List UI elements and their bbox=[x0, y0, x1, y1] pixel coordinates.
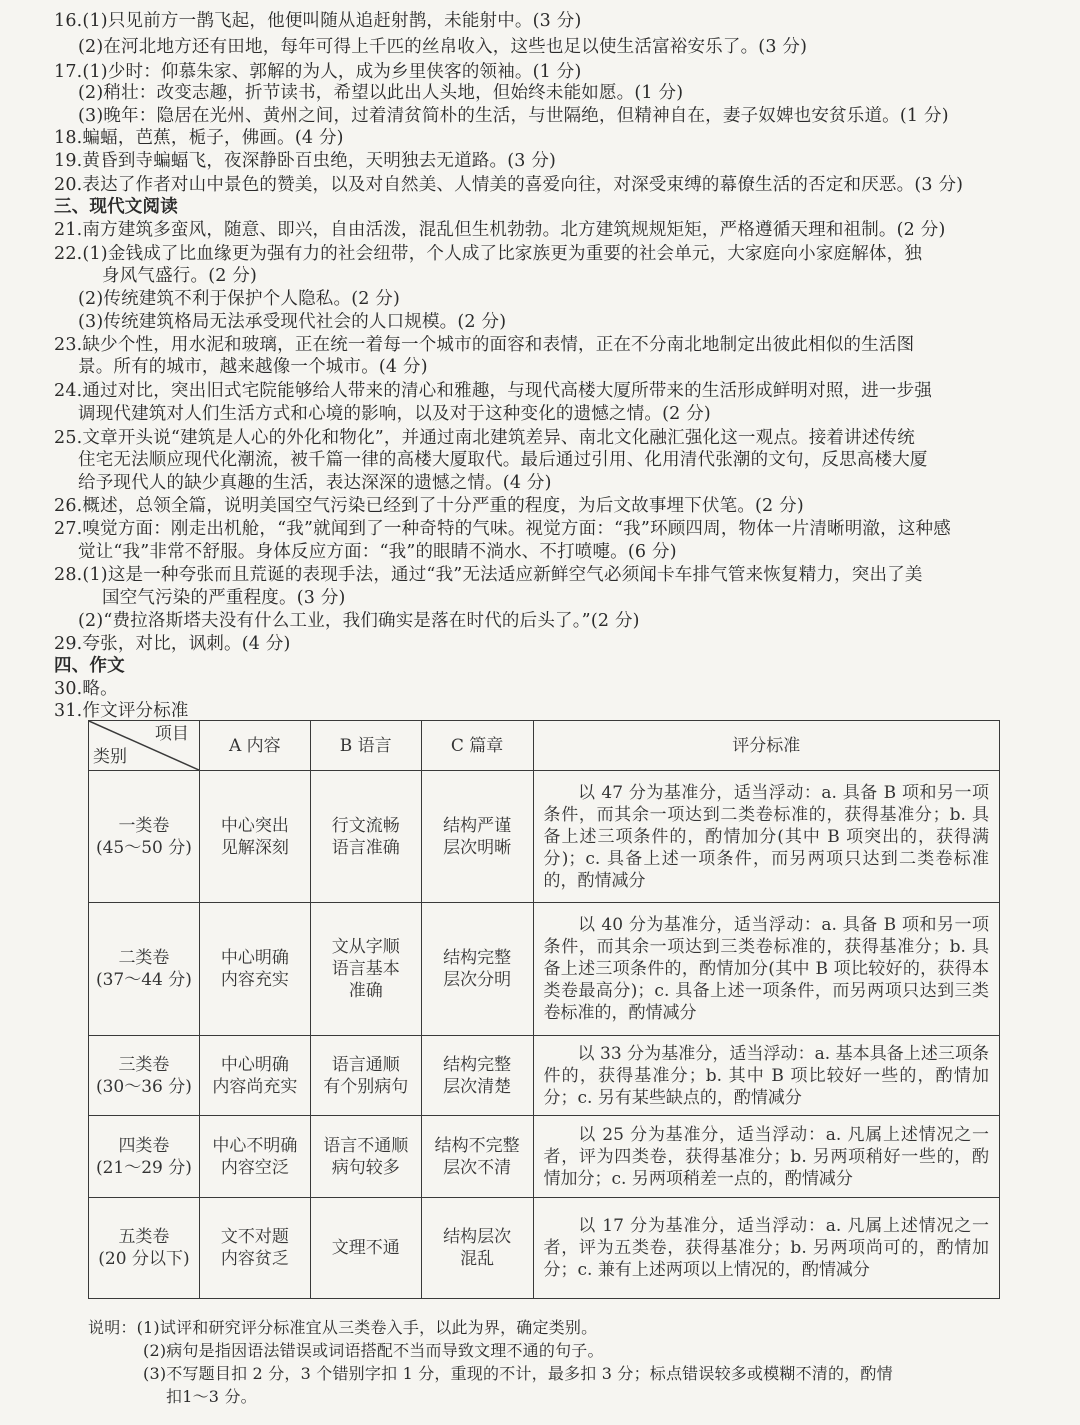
category-range: (20 分以下) bbox=[98, 1249, 190, 1269]
language-line: 准确 bbox=[348, 981, 383, 1001]
language-cell bbox=[310, 771, 421, 903]
header-a-content: A 内容 bbox=[199, 721, 310, 771]
content-line: 中心突出 bbox=[220, 815, 289, 836]
answer-18: 18.蝙蝠，芭蕉，栀子，佛画。(4 分) bbox=[54, 128, 344, 148]
header-criteria: 评分标准 bbox=[533, 721, 999, 771]
language-line: 文理不通 bbox=[331, 1238, 400, 1258]
language-line: 语言通顺 bbox=[331, 1054, 400, 1075]
header-c-structure: C 篇章 bbox=[421, 721, 533, 771]
language-cell bbox=[310, 1116, 421, 1198]
note-1: 说明：(1)试评和研究评分标准宜从三类卷入手，以此为界，确定类别。 bbox=[88, 1318, 598, 1337]
content-cell bbox=[199, 1198, 310, 1299]
category-name: 一类卷 bbox=[118, 815, 170, 836]
content-cell bbox=[199, 1036, 310, 1116]
criteria-text: 以 17 分为基准分，适当浮动：a. 凡属上述情况之一者，评为五类卷，获得基准分；b. 另两项尚可的，酌情加分；c. 兼有上述两项以上情况的，酌情减分 bbox=[543, 1216, 989, 1280]
answer-17-3: (3)晚年：隐居在光州、黄州之间，过着清贫简朴的生活，与世隔绝，但精神自在，妻子奴婢也安贫乐道。(1 分) bbox=[78, 106, 949, 126]
structure-cell bbox=[421, 1116, 533, 1198]
header-category-label: 类别 bbox=[93, 747, 127, 767]
answer-22-1a: 22.(1)金钱成了比血缘更为强有力的社会纽带，个人成了比家族更为重要的社会单元，大家庭向小家庭解体，独 bbox=[54, 244, 923, 264]
answer-28-1a: 28.(1)这是一种夸张而且荒诞的表现手法，通过“我”无法适应新鲜空气必须闻卡车排气管来恢复精力，突出了美 bbox=[54, 565, 923, 585]
language-line: 语言不通顺 bbox=[323, 1135, 409, 1156]
rubric-row bbox=[89, 1198, 1000, 1299]
language-cell bbox=[310, 1198, 421, 1299]
answer-21: 21.南方建筑多蛮风，随意、即兴，自由活泼，混乱但生机勃勃。北方建筑规规矩矩，严格遵循天理和祖制。(2 分) bbox=[54, 220, 946, 240]
answer-25c: 给予现代人的缺少真趣的生活，表达深深的遗憾之情。(4 分) bbox=[78, 473, 552, 493]
category-range: (45～50 分) bbox=[95, 837, 192, 858]
content-cell bbox=[199, 771, 310, 903]
category-cell bbox=[89, 1198, 200, 1299]
language-line: 病句较多 bbox=[331, 1157, 400, 1178]
structure-line: 层次分明 bbox=[443, 970, 512, 990]
answer-24b: 调现代建筑对人们生活方式和心境的影响，以及对于这种变化的遗憾之情。(2 分) bbox=[78, 404, 711, 424]
answer-25b: 住宅无法顺应现代化潮流，被千篇一律的高楼大厦取代。最后通过引用、化用清代张潮的文句，反思高楼大厦 bbox=[78, 450, 928, 470]
language-line: 行文流畅 bbox=[331, 815, 400, 836]
section-heading-essay: 四、作文 bbox=[54, 656, 125, 676]
content-line: 文不对题 bbox=[220, 1227, 289, 1247]
criteria-cell bbox=[533, 771, 999, 903]
answer-27b: 觉让“我”非常不舒服。身体反应方面：“我”的眼睛不淌水、不打喷嚏。(6 分) bbox=[78, 542, 677, 562]
answer-27a: 27.嗅觉方面：刚走出机舱，“我”就闻到了一种奇特的气味。视觉方面：“我”环顾四周，物体一片清晰明澈，这种感 bbox=[54, 519, 951, 539]
answer-24a: 24.通过对比，突出旧式宅院能够给人带来的清心和雅趣，与现代高楼大厦所带来的生活形成鲜明对照，进一步强 bbox=[54, 381, 933, 401]
answer-22-3: (3)传统建筑格局无法承受现代社会的人口规模。(2 分) bbox=[78, 312, 507, 332]
rubric-row bbox=[89, 903, 1000, 1036]
answer-28-1b: 国空气污染的严重程度。(3 分) bbox=[102, 588, 346, 608]
content-line: 内容尚充实 bbox=[212, 1076, 298, 1097]
criteria-cell bbox=[533, 1116, 999, 1198]
answer-19: 19.黄昏到寺蝙蝠飞，夜深静卧百虫绝，天明独去无道路。(3 分) bbox=[54, 151, 557, 171]
category-cell bbox=[89, 1036, 200, 1116]
language-cell bbox=[310, 1036, 421, 1116]
answer-30: 30.略。 bbox=[54, 679, 118, 699]
answer-23a: 23.缺少个性，用水泥和玻璃，正在统一着每一个城市的面容和表情，正在不分南北地制定出彼此相似的生活图 bbox=[54, 335, 915, 355]
content-line: 内容空泛 bbox=[220, 1157, 289, 1178]
structure-line: 结构完整 bbox=[443, 1054, 512, 1075]
header-item-label: 项目 bbox=[154, 724, 189, 744]
criteria-text: 以 47 分为基准分，适当浮动：a. 具备 B 项和另一项条件，而其余一项达到二类卷标准的，获得基准分；b. 具备上述三项条件的，酌情加分(其中 B 项突出的，获得满分)；c. 具备上述一项条件，而另两项只达到二类卷标准的，酌情减分 bbox=[543, 782, 989, 891]
note-3b: 扣1～3 分。 bbox=[166, 1387, 257, 1406]
section-heading-modern-reading: 三、现代文阅读 bbox=[54, 197, 178, 217]
content-line: 中心不明确 bbox=[212, 1135, 298, 1156]
answer-28-2: (2)“费拉洛斯塔夫没有什么工业，我们确实是落在时代的后头了。”(2 分) bbox=[78, 611, 640, 631]
language-line: 语言基本 bbox=[331, 959, 400, 979]
structure-cell bbox=[421, 1036, 533, 1116]
criteria-text: 以 33 分为基准分，适当浮动：a. 基本具备上述三项条件的，获得基准分；b. 其中 B 项比较好一些的，酌情加分；c. 另有某些缺点的，酌情减分 bbox=[543, 1043, 989, 1108]
language-cell bbox=[310, 903, 421, 1036]
category-name: 二类卷 bbox=[118, 948, 170, 968]
structure-line: 结构不完整 bbox=[434, 1135, 520, 1156]
category-range: (30～36 分) bbox=[95, 1076, 192, 1097]
rubric-header-row bbox=[89, 721, 1000, 771]
structure-line: 层次不清 bbox=[443, 1157, 512, 1178]
content-line: 中心明确 bbox=[220, 1054, 289, 1075]
structure-line: 层次明晰 bbox=[443, 837, 512, 858]
language-line: 语言准确 bbox=[331, 837, 400, 858]
note-3a: (3)不写题目扣 2 分，3 个错别字扣 1 分，重现的不计，最多扣 3 分；标点错误较多或模糊不清的，酌情 bbox=[143, 1364, 893, 1383]
structure-cell bbox=[421, 771, 533, 903]
structure-line: 结构完整 bbox=[443, 948, 512, 968]
structure-cell bbox=[421, 1198, 533, 1299]
answer-26: 26.概述，总领全篇，说明美国空气污染已经到了十分严重的程度，为后文故事埋下伏笔。(2 分) bbox=[54, 496, 804, 516]
answer-22-1b: 身风气盛行。(2 分) bbox=[102, 266, 258, 286]
answer-31-title: 31.作文评分标准 bbox=[54, 701, 189, 721]
answer-22-2: (2)传统建筑不利于保护个人隐私。(2 分) bbox=[78, 289, 401, 309]
criteria-text: 以 25 分为基准分，适当浮动：a. 凡属上述情况之一者，评为四类卷，获得基准分；b. 另两项稍好一些的，酌情加分；c. 另两项稍差一点的，酌情减分 bbox=[543, 1124, 989, 1189]
answer-17-2: (2)稍壮：改变志趣，折节读书，希望以此出人头地，但始终未能如愿。(1 分) bbox=[78, 83, 684, 103]
criteria-cell bbox=[533, 1036, 999, 1116]
criteria-text: 以 40 分为基准分，适当浮动：a. 具备 B 项和另一项条件，而其余一项达到三类卷标准的，获得基准分；b. 具备上述三项条件的，酌情加分(其中 B 项比较好的，获得本类卷最高分)；c. 具备上述一项条件，而另两项只达到三类卷标准的，酌情减分 bbox=[543, 915, 989, 1023]
structure-line: 结构层次 bbox=[443, 1227, 512, 1247]
criteria-cell bbox=[533, 903, 999, 1036]
category-range: (37～44 分) bbox=[95, 970, 192, 990]
structure-cell bbox=[421, 903, 533, 1036]
note-2: (2)病句是指因语法错误或词语搭配不当而导致文理不通的句子。 bbox=[143, 1341, 604, 1360]
answer-16-1: 16.(1)只见前方一鹊飞起，他便叫随从追赶射鹊，未能射中。(3 分) bbox=[54, 11, 582, 31]
category-cell bbox=[89, 771, 200, 903]
rubric-row bbox=[89, 771, 1000, 903]
diagonal-header-cell bbox=[89, 721, 200, 771]
criteria-cell bbox=[533, 1198, 999, 1299]
content-line: 中心明确 bbox=[220, 948, 289, 968]
header-b-language: B 语言 bbox=[310, 721, 421, 771]
category-name: 四类卷 bbox=[118, 1135, 170, 1156]
content-line: 内容贫乏 bbox=[220, 1249, 289, 1269]
answer-20: 20.表达了作者对山中景色的赞美，以及对自然美、人情美的喜爱向往，对深受束缚的幕僚生活的否定和厌恶。(3 分) bbox=[54, 175, 964, 195]
category-cell bbox=[89, 903, 200, 1036]
language-line: 有个别病句 bbox=[323, 1076, 409, 1097]
rubric-row bbox=[89, 1116, 1000, 1198]
content-cell bbox=[199, 1116, 310, 1198]
answer-25a: 25.文章开头说“建筑是人心的外化和物化”，并通过南北建筑差异、南北文化融汇强化这一观点。接着讲述传统 bbox=[54, 428, 915, 448]
category-name: 三类卷 bbox=[118, 1054, 170, 1075]
structure-line: 结构严谨 bbox=[443, 815, 512, 836]
answer-29: 29.夸张，对比，讽刺。(4 分) bbox=[54, 634, 291, 654]
essay-rubric-table bbox=[88, 720, 1000, 1299]
answer-23b: 景。所有的城市，越来越像一个城市。(4 分) bbox=[78, 357, 428, 377]
content-cell bbox=[199, 903, 310, 1036]
structure-line: 混乱 bbox=[460, 1249, 495, 1269]
content-line: 内容充实 bbox=[220, 970, 289, 990]
category-cell bbox=[89, 1116, 200, 1198]
answer-16-2: (2)在河北地方还有田地，每年可得上千匹的丝帛收入，这些也足以使生活富裕安乐了。(3 分) bbox=[78, 37, 808, 57]
content-line: 见解深刻 bbox=[220, 837, 289, 858]
category-name: 五类卷 bbox=[118, 1227, 170, 1247]
structure-line: 层次清楚 bbox=[443, 1076, 512, 1097]
rubric-row bbox=[89, 1036, 1000, 1116]
category-range: (21～29 分) bbox=[95, 1157, 192, 1178]
language-line: 文从字顺 bbox=[331, 937, 400, 957]
answer-17-1: 17.(1)少时：仰慕朱家、郭解的为人，成为乡里侠客的领袖。(1 分) bbox=[54, 62, 582, 82]
